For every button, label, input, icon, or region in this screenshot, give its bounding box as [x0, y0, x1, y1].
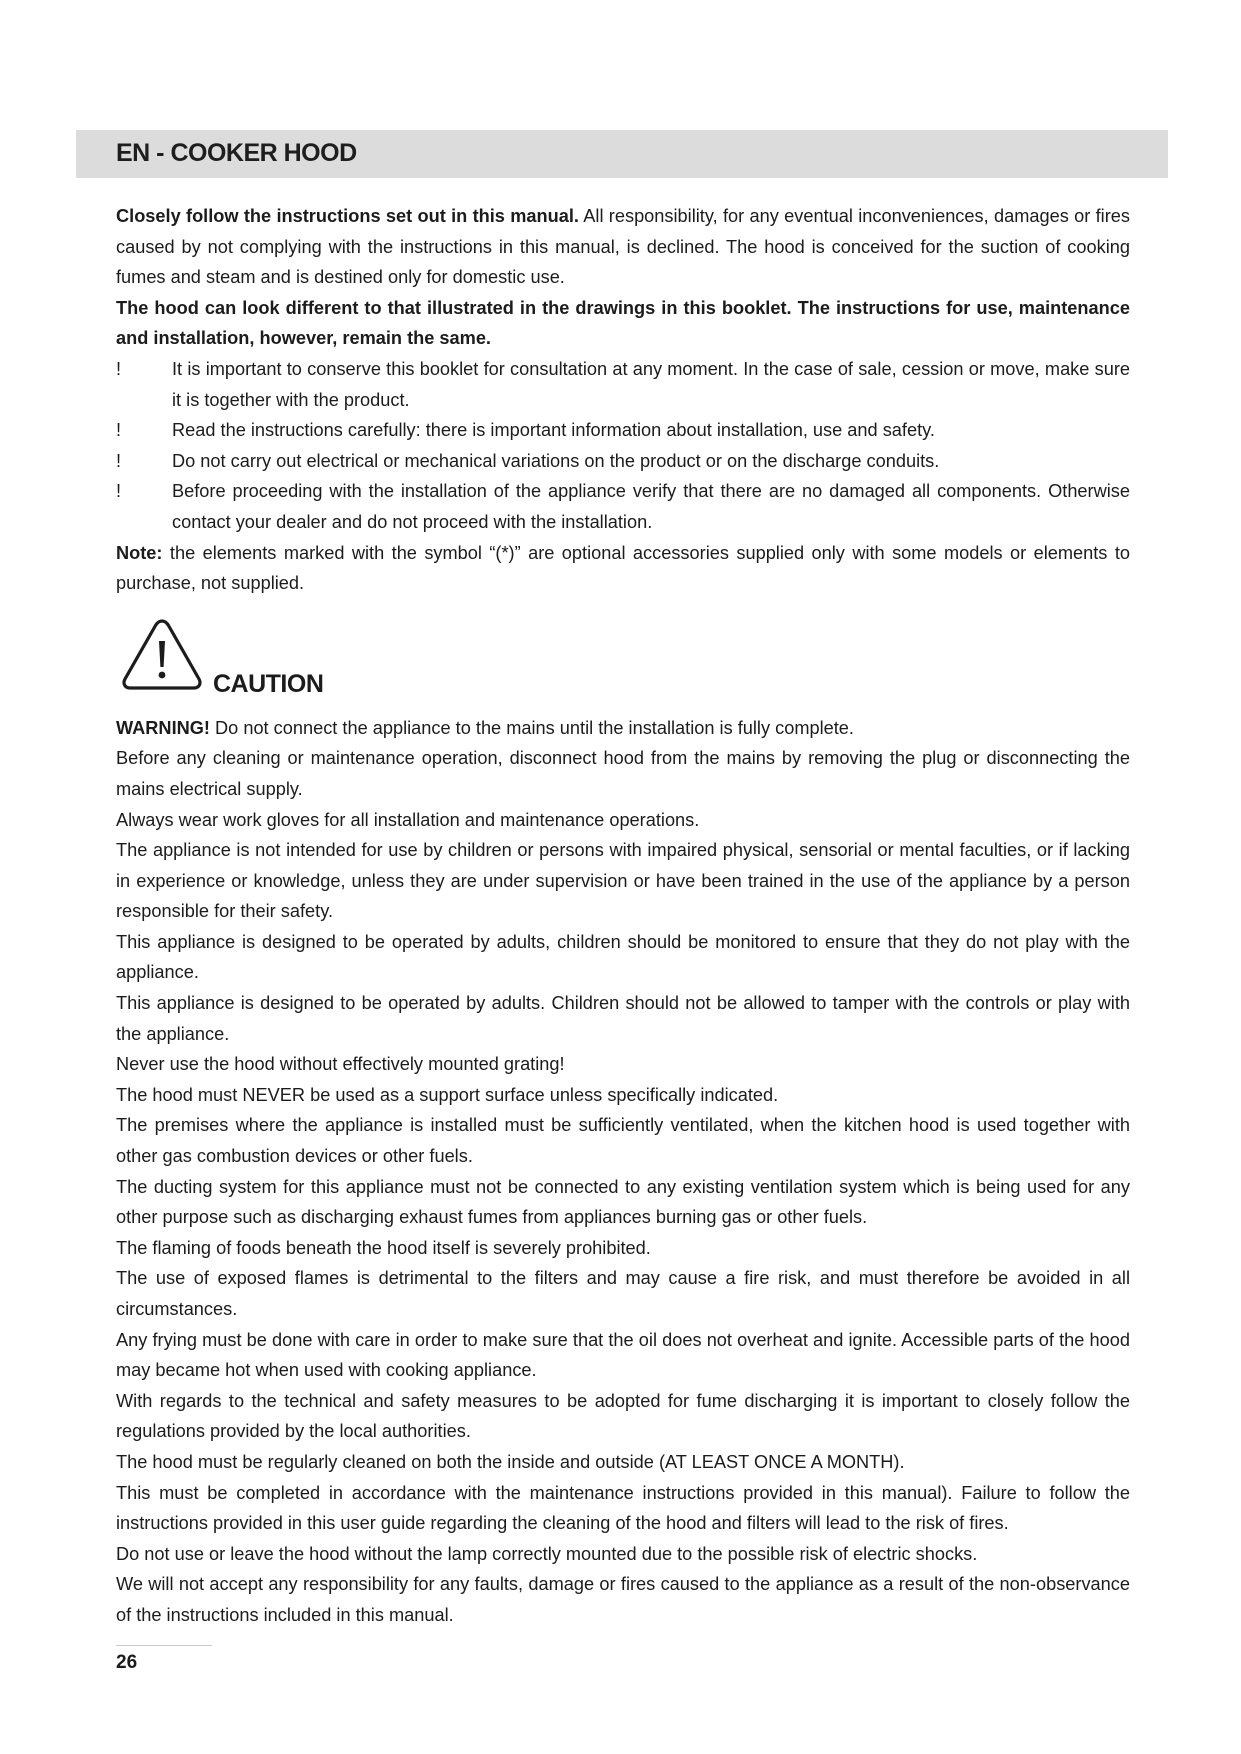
intro-text: All responsibility, for any eventual inconveniences, damages or fires caused by not complying with the instructions in this manual, is declined. The hood is conceived for the suction of cooking fumes and steam and is destined only for domestic use.	[116, 206, 1130, 288]
note-paragraph	[116, 538, 1130, 599]
exclamation-marker: !	[116, 358, 122, 379]
note-label: Note:	[116, 542, 163, 563]
bullet-text: Before proceeding with the installation of the appliance verify that there are no damaged all components. Otherwise contact your dealer and do not proceed with the installation.	[172, 481, 1130, 532]
bullet-item	[116, 446, 1130, 477]
warning-text: Do not connect the appliance to the mains until the installation is fully complete.	[209, 717, 854, 738]
bullet-item	[116, 476, 1130, 537]
caution-paragraph: The premises where the appliance is installed must be sufficiently ventilated, when the kitchen hood is used together with other gas combustion devices or other fuels.	[116, 1115, 1130, 1167]
bullet-text: Do not carry out electrical or mechanical variations on the product or on the discharge conduits.	[172, 450, 940, 471]
bullet-text: It is important to conserve this booklet for consultation at any moment. In the case of sale, cession or move, make sure it is together with the product.	[172, 358, 1130, 410]
caution-paragraph: The hood must NEVER be used as a support surface unless specifically indicated.	[116, 1084, 779, 1105]
caution-paragraph: We will not accept any responsibility for any faults, damage or fires caused to the appliance as a result of the non-observance of the instructions included in this manual.	[116, 1574, 1130, 1625]
warning-triangle-icon	[119, 617, 205, 693]
intro-paragraph	[116, 201, 1130, 293]
caution-paragraph: This appliance is designed to be operated by adults. Children should not be allowed to tamper with the controls or play with the appliance.	[116, 993, 1130, 1044]
exclamation-marker: !	[116, 450, 122, 471]
caution-paragraph: Do not use or leave the hood without the lamp correctly mounted due to the possible risk of electric shocks.	[116, 1543, 978, 1564]
bullet-item	[116, 415, 1130, 446]
footer-divider	[116, 1645, 212, 1646]
warning-paragraph	[116, 713, 1130, 744]
bullet-item	[116, 354, 1130, 415]
page-title: EN - COOKER HOOD	[116, 139, 357, 167]
caution-paragraph: The appliance is not intended for use by children or persons with impaired physical, sensorial or mental faculties, or if lacking in experience or knowledge, unless they are under supervision or have been trained in the use of the appliance by a person responsible for their safety.	[116, 840, 1130, 922]
caution-paragraph: Any frying must be done with care in order to make sure that the oil does not overheat and ignite. Accessible parts of the hood may became hot when used with cooking appliance.	[116, 1329, 1130, 1381]
caution-paragraph: Never use the hood without effectively mounted grating!	[116, 1054, 565, 1075]
exclamation-marker: !	[116, 420, 122, 441]
note-text: the elements marked with the symbol “(*)” are optional accessories supplied only with some models or elements to purchase, not supplied.	[116, 542, 1130, 594]
caution-paragraph: This appliance is designed to be operated by adults, children should be monitored to ensure that they do not play with the appliance.	[116, 931, 1130, 983]
caution-title: CAUTION	[213, 669, 324, 698]
caution-heading	[116, 617, 1130, 713]
caution-paragraph: The use of exposed flames is detrimental to the filters and may cause a fire risk, and must therefore be avoided in all circumstances.	[116, 1268, 1130, 1319]
warning-label: WARNING!	[116, 717, 210, 738]
intro-note-bold: The hood can look different to that illustrated in the drawings in this booklet. The instructions for use, maintenance and installation, however, remain the same.	[116, 297, 1130, 349]
caution-paragraph: The flaming of foods beneath the hood itself is severely prohibited.	[116, 1237, 651, 1258]
caution-paragraph: The hood must be regularly cleaned on both the inside and outside (AT LEAST ONCE A MONTH).	[116, 1451, 905, 1472]
page-number: 26	[116, 1652, 138, 1673]
manual-content	[116, 201, 1130, 1631]
intro-bold-lead: Closely follow the instructions set out in this manual.	[116, 206, 579, 226]
caution-paragraph: Always wear work gloves for all installation and maintenance operations.	[116, 809, 700, 830]
exclamation-marker: !	[116, 481, 122, 502]
caution-paragraph: The ducting system for this appliance must not be connected to any existing ventilation system which is being used for any other purpose such as discharging exhaust fumes from appliances burning gas or other fuels.	[116, 1176, 1130, 1228]
caution-paragraph: This must be completed in accordance with the maintenance instructions provided in this manual). Failure to follow the instructions provided in this user guide regarding the cleaning of the hood and filters will lead to the risk of fires.	[116, 1482, 1130, 1534]
bullet-text: Read the instructions carefully: there is important information about installation, use and safety.	[172, 420, 935, 441]
caution-paragraph: With regards to the technical and safety measures to be adopted for fume discharging it is important to closely follow the regulations provided by the local authorities.	[116, 1390, 1130, 1442]
caution-paragraph: Before any cleaning or maintenance operation, disconnect hood from the mains by removing the plug or disconnecting the mains electrical supply.	[116, 748, 1130, 799]
